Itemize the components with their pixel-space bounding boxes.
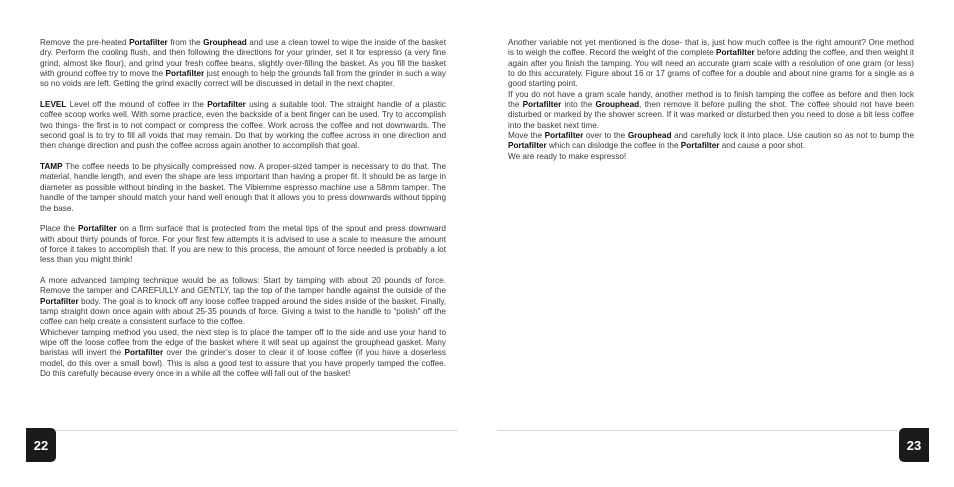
bold-term: Grouphead: [595, 100, 640, 110]
paragraph-dose: Another variable not yet mentioned is the dose- that is, just how much coffee is the right amount? One method is to weigh the coffee. Record the weight of the complete Portafilter before adding the coffee, and then weight it again after you finish the tamping. You will need an accurate gram scale with a resolution of one gram (or less) to do this accurately. Figure about 16 or 17 grams of coffee for a double and about nine grams for a single as a good starting point.: [508, 38, 915, 89]
paragraph-ready: We are ready to make espresso!: [508, 151, 627, 161]
footer-rule-right: [497, 430, 898, 431]
bold-term: Portafilter: [129, 38, 168, 47]
bold-term: Portafilter: [40, 296, 79, 306]
footer-rule-left: [56, 430, 458, 431]
paragraph-level: LEVEL Level off the mound of coffee in the Portafilter using a suitable tool. The straight handle of a plastic coffee scoop works well. With some practice, even the backside of a bent finger can be used. Try to accomplish two things- the first is to not compact or compress the coffee. Work across the coffee and not downwards. The second goal is to try to fill all voids that may remain. Do that by working the coffee across in one direction and then change direction and push the coffee across again another to accomplish that goal.: [40, 100, 447, 151]
bold-term: Portafilter: [544, 131, 584, 141]
paragraph-lock-portafilter: Move the Portafilter over to the Grouphead and carefully lock it into place. Use caution so as not to bump the Portafilter which can dislodge the coffee in the Portafilter and cause a poor shot.: [508, 131, 915, 151]
bold-term: Portafilter: [207, 100, 246, 110]
paragraph-wipe-basket: Whichever tamping method you used, the next step is to place the tamper off to the side and use your hand to wipe off the loose coffee from the edge of the basket where it will seat up against the grouphead gasket. Many baristas will invert the Portafilter over the grinder’s doser to clear it of loose coffee (if you have a doserless model, do this over a small bowl). This is also a good test to assure that you have properly tamped the coffee. Do this carefully because every once in a while all the coffee will fall out of the basket!: [40, 327, 446, 378]
bold-term: TAMP: [40, 162, 63, 172]
bold-term: Portafilter: [508, 141, 547, 151]
bold-term: Portafilter: [165, 69, 205, 79]
bold-term: Portafilter: [77, 224, 117, 234]
bold-term: Portafilter: [680, 141, 720, 151]
bold-term: Portafilter: [124, 348, 164, 358]
bold-term: Grouphead: [627, 131, 672, 141]
paragraph-remove-portafilter: Remove the pre-heated Portafilter from the Grouphead and use a clean towel to wipe the inside of the basket dry. Perform the cooling flush, and then following the directions for your grinder, set it for espresso (a very fine grind, almost like flour), and grind your fresh coffee beans, slightly over-filling the basket. As you fill the basket with ground coffee try to move the Portafilter just enough to help the grounds fall from the grinder in such a way so no voids are left. Getting the grind exactly correct will be discussed in detail in the next chapter.: [40, 38, 446, 89]
bold-term: LEVEL: [40, 100, 67, 110]
page-number-left: 22: [26, 428, 56, 462]
paragraph-place-portafilter: Place the Portafilter on a firm surface that is protected from the metal tips of the spout and press downward with about thirty pounds of force. For your first few attempts it is advised to use a scale to measure the amount of force it takes to accomplish that. If you are new to this process, the amount of force needed is probably a lot less than you might think!: [40, 224, 446, 265]
paragraph-tamp: TAMP The coffee needs to be physically compressed now. A proper-sized tamper is necessary to do that. The material, handle length, and even the shape are less important than having a proper fit. It should be as large in diameter as possible without binding in the basket. The Vibiemme espresso machine use a 58mm tamper. The handle of the tamper should match your hand well enough that it allows you to press downwards without tipping the base.: [40, 162, 446, 213]
page-number-right: 23: [899, 428, 929, 462]
bold-term: Portafilter: [716, 48, 755, 58]
bold-term: Grouphead: [203, 38, 247, 47]
paragraph-advanced-tamping: A more advanced tamping technique would be as follows: Start by tamping with about 20 pounds of force. Remove the tamper and CAREFULLY and GENTLY, tap the top of the tamper handle against the outside of the Portafilter body. The goal is to knock off any loose coffee trapped around the sides inside of the basket. Finally, tamp straight down once again with about 25-35 pounds of force. Giving a twist to the handle to “polish” off the coffee can help create a consistent surface to the coffee.: [40, 275, 446, 327]
bold-term: Portafilter: [522, 100, 562, 110]
right-page-body: [508, 38, 914, 162]
paragraph-no-scale: If you do not have a gram scale handy, another method is to finish tamping the coffee as before and then lock the Portafilter into the Grouphead, then remove it before pulling the shot. The coffee should not have been disturbed or marked by the shower screen. If it was marked or disturbed then you need to dose a bit less coffee into the basket next time.: [508, 89, 914, 130]
left-page-body: [40, 38, 446, 379]
